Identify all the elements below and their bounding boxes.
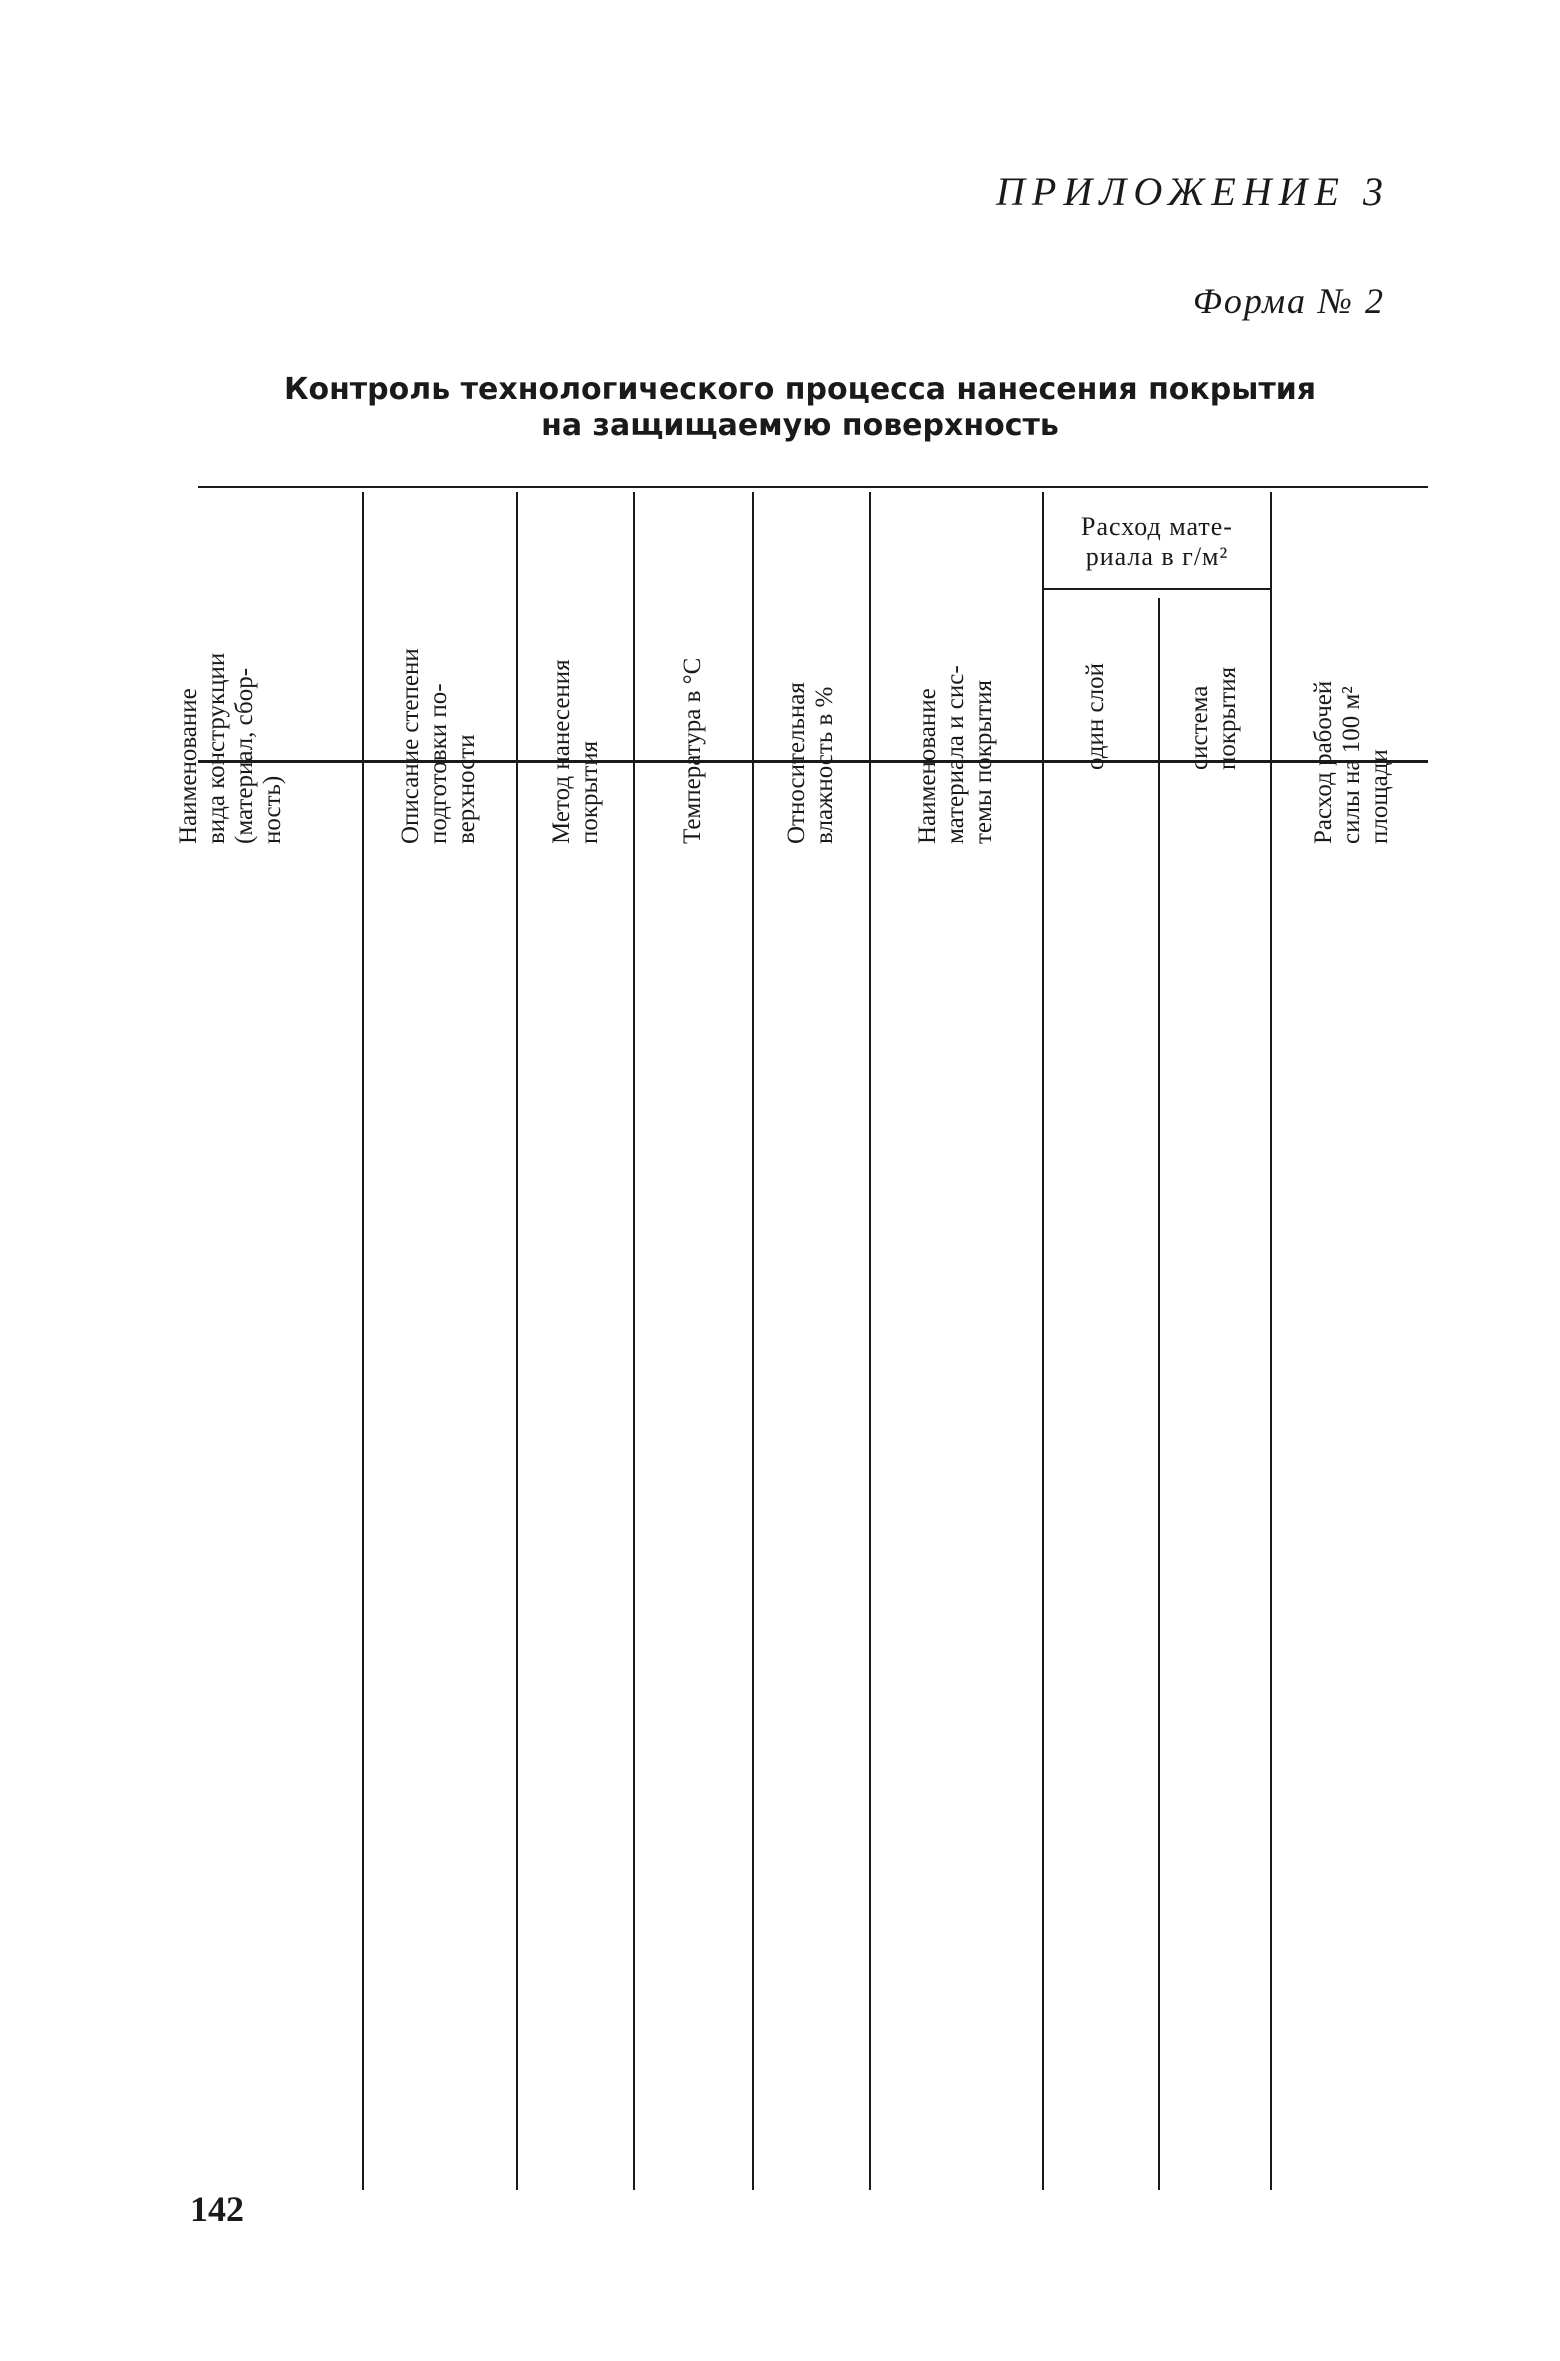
form-number-label: Форма № 2 xyxy=(1192,281,1385,321)
header-labor-consumption: Расход рабочей силы на 100 м² площади xyxy=(1310,680,1393,844)
column-divider-1 xyxy=(362,492,364,2190)
header-application-method: Метод нанесения покрытия xyxy=(548,659,603,844)
header-construction-type: Наименование вида конструкции (материал, сбор- ность) xyxy=(175,652,286,844)
header-relative-humidity: Относительная влажность в % xyxy=(783,682,838,844)
column-divider-2 xyxy=(516,492,518,2190)
header-one-layer: один слой xyxy=(1082,663,1109,770)
header-coating-system: система покрытия xyxy=(1186,666,1241,770)
page-number: 142 xyxy=(190,2189,244,2229)
column-divider-8 xyxy=(1270,492,1272,2190)
column-divider-4 xyxy=(752,492,754,2190)
title-line-1: Контроль технологического процесса нанесения покрытия xyxy=(283,372,1317,407)
column-divider-7 xyxy=(1158,598,1160,2190)
appendix-label: ПРИЛОЖЕНИЕ 3 xyxy=(996,169,1390,214)
title-line-2: на защищаемую поверхность xyxy=(541,408,1059,443)
header-material-consumption-group: Расход мате- риала в г/м² xyxy=(1081,512,1233,571)
header-coating-material-system: Наименование материала и сис- темы покрытия xyxy=(914,665,997,844)
column-divider-3 xyxy=(633,492,635,2190)
column-divider-6 xyxy=(1042,492,1044,2190)
header-temperature: Температура в °С xyxy=(679,657,706,844)
header-surface-preparation: Описание степени подготовки по- верхности xyxy=(397,648,480,844)
column-divider-5 xyxy=(869,492,871,2190)
